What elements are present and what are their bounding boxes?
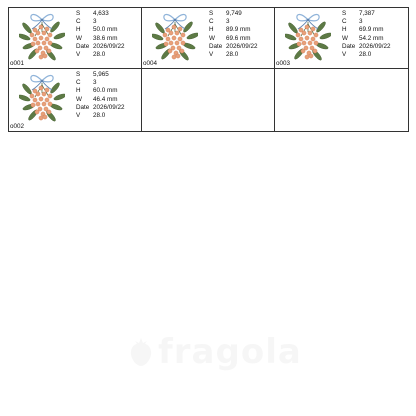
- flower-bloom: [305, 25, 309, 29]
- flower-bloom: [48, 102, 52, 106]
- flower-bloom: [172, 55, 176, 59]
- flower-bloom: [163, 33, 167, 37]
- watermark-text: fragola: [158, 332, 302, 372]
- flower-bloom: [39, 55, 43, 59]
- ribbon-knot: [41, 80, 44, 83]
- spec-value: 38.6 mm: [93, 34, 118, 42]
- design-specs: [342, 10, 391, 59]
- ribbon-knot: [307, 19, 310, 22]
- spec-value: 7,387: [359, 10, 375, 17]
- spec-label: Date: [76, 42, 90, 50]
- spec-label: S: [209, 10, 214, 17]
- flower-bloom: [42, 31, 46, 35]
- flower-bloom: [35, 110, 39, 114]
- design-id: o001: [10, 60, 25, 67]
- spec-value: 2026/09/22: [93, 103, 125, 111]
- spec-value: 54.2 mm: [359, 34, 384, 42]
- design-specs: [76, 71, 125, 120]
- flower-bloom: [31, 42, 35, 46]
- flower-bloom: [172, 25, 176, 29]
- flower-bloom: [305, 36, 309, 40]
- spec-value: 60.0 mm: [93, 87, 118, 95]
- flower-bloom: [308, 41, 312, 45]
- empty-design-slot: [142, 69, 275, 131]
- design-id: o002: [10, 123, 25, 130]
- ribbon-loop-right: [42, 75, 53, 81]
- spec-value: 2026/09/22: [359, 42, 391, 50]
- mimosa-bouquet-thumbnail: [285, 10, 331, 62]
- flower-bloom: [305, 55, 309, 59]
- flower-bloom: [314, 33, 318, 37]
- flower-bloom: [48, 33, 52, 37]
- flower-bloom: [43, 115, 47, 119]
- ribbon-loop-right: [175, 14, 186, 20]
- leaf-shape: [287, 22, 299, 35]
- leaf-shape: [319, 32, 331, 41]
- ribbon-loop-left: [297, 14, 308, 20]
- leaf-shape: [21, 22, 33, 35]
- flower-bloom: [296, 33, 300, 37]
- spec-label: W: [76, 34, 82, 42]
- flower-bloom: [172, 36, 176, 40]
- spec-label: V: [209, 51, 214, 59]
- spec-value: 3: [93, 79, 97, 87]
- flower-bloom: [181, 41, 185, 45]
- spec-value: 50.0 mm: [93, 26, 118, 34]
- flower-bloom: [45, 98, 49, 102]
- mimosa-bouquet-thumbnail: [19, 10, 65, 62]
- spec-label: Date: [342, 42, 356, 50]
- leaf-shape: [19, 33, 31, 42]
- ribbon-loop-left: [164, 14, 175, 20]
- spec-label: W: [342, 34, 348, 42]
- design-card[interactable]: [275, 8, 408, 69]
- spec-value: 28.0: [226, 51, 239, 59]
- spec-value: 3: [226, 18, 230, 26]
- flower-bloom: [36, 102, 40, 106]
- flower-bloom: [169, 41, 173, 45]
- leaf-shape: [152, 33, 164, 42]
- spec-label: C: [342, 18, 347, 26]
- leaf-shape: [182, 21, 194, 34]
- flower-bloom: [45, 27, 49, 31]
- flower-bloom: [45, 37, 49, 41]
- flower-bloom: [39, 97, 43, 101]
- design-grid: [9, 8, 408, 131]
- flower-bloom: [175, 41, 179, 45]
- ribbon-loop-left: [31, 14, 42, 20]
- flower-bloom: [39, 86, 43, 90]
- flower-bloom: [39, 25, 43, 29]
- spec-label: H: [342, 26, 347, 34]
- leaf-shape: [53, 32, 65, 41]
- flower-bloom: [36, 92, 40, 96]
- leaf-shape: [154, 22, 166, 35]
- flower-bloom: [47, 49, 51, 53]
- flower-bloom: [39, 36, 43, 40]
- flower-bloom: [308, 31, 312, 35]
- spec-value: 9,749: [226, 10, 242, 17]
- spec-value: 3: [93, 18, 97, 26]
- spec-label: C: [76, 18, 81, 26]
- spec-label: H: [76, 26, 81, 34]
- flower-bloom: [48, 94, 52, 98]
- flower-bloom: [178, 27, 182, 31]
- spec-value: 89.9 mm: [226, 26, 251, 34]
- flower-bloom: [302, 31, 306, 35]
- flower-bloom: [313, 49, 317, 53]
- spec-value: 69.6 mm: [226, 34, 251, 42]
- spec-label: C: [76, 79, 81, 87]
- spec-label: V: [76, 112, 81, 120]
- flower-bloom: [181, 33, 185, 37]
- ribbon-knot: [174, 19, 177, 22]
- flower-bloom: [166, 37, 170, 41]
- flower-bloom: [302, 41, 306, 45]
- brand-watermark: [128, 332, 302, 372]
- design-card[interactable]: [9, 69, 142, 131]
- flower-bloom: [42, 41, 46, 45]
- flower-bloom: [169, 31, 173, 35]
- flower-bloom: [36, 41, 40, 45]
- spec-value: 28.0: [93, 51, 106, 59]
- leaf-shape: [315, 21, 327, 34]
- spec-label: W: [76, 95, 82, 103]
- leaf-shape: [49, 82, 61, 95]
- flower-bloom: [180, 49, 184, 53]
- leaf-shape: [53, 93, 65, 102]
- spec-label: H: [209, 26, 214, 34]
- spec-label: S: [342, 10, 347, 17]
- spec-value: 4,633: [93, 10, 109, 17]
- spec-label: C: [209, 18, 214, 26]
- spec-value: 46.4 mm: [93, 95, 118, 103]
- spec-label: H: [76, 87, 81, 95]
- design-sheet: [8, 7, 409, 132]
- flower-bloom: [33, 98, 37, 102]
- flower-bloom: [42, 102, 46, 106]
- flower-bloom: [176, 54, 180, 58]
- flower-bloom: [311, 37, 315, 41]
- spec-label: V: [342, 51, 347, 59]
- strawberry-logo-icon: [128, 337, 154, 367]
- flower-bloom: [48, 41, 52, 45]
- leaf-shape: [19, 94, 31, 103]
- flower-bloom: [39, 116, 43, 120]
- flower-bloom: [30, 33, 34, 37]
- flower-bloom: [36, 31, 40, 35]
- flower-bloom: [43, 54, 47, 58]
- spec-value: 28.0: [93, 112, 106, 120]
- flower-bloom: [47, 110, 51, 114]
- flower-bloom: [299, 37, 303, 41]
- design-card[interactable]: [9, 8, 142, 69]
- leaf-shape: [186, 32, 198, 41]
- flower-bloom: [309, 54, 313, 58]
- flower-bloom: [314, 41, 318, 45]
- spec-value: 2026/09/22: [93, 42, 125, 50]
- spec-label: Date: [209, 42, 223, 50]
- flower-bloom: [168, 49, 172, 53]
- design-specs: [76, 10, 125, 59]
- spec-value: 2026/09/22: [226, 42, 258, 50]
- flower-bloom: [45, 88, 49, 92]
- flower-bloom: [301, 49, 305, 53]
- flower-bloom: [164, 42, 168, 46]
- flower-bloom: [175, 31, 179, 35]
- flower-bloom: [31, 103, 35, 107]
- spec-label: V: [76, 51, 81, 59]
- ribbon-knot: [41, 19, 44, 22]
- spec-value: 3: [359, 18, 363, 26]
- flower-bloom: [311, 27, 315, 31]
- leaf-shape: [285, 33, 297, 42]
- spec-value: 5,965: [93, 71, 109, 78]
- design-card[interactable]: [142, 8, 275, 69]
- flower-bloom: [35, 49, 39, 53]
- empty-design-slot: [275, 69, 408, 131]
- design-specs: [209, 10, 258, 59]
- flower-bloom: [178, 37, 182, 41]
- mimosa-bouquet-thumbnail: [152, 10, 198, 62]
- flower-bloom: [30, 94, 34, 98]
- ribbon-loop-right: [42, 14, 53, 20]
- spec-label: W: [209, 34, 215, 42]
- leaf-shape: [49, 21, 61, 34]
- spec-label: Date: [76, 103, 90, 111]
- mimosa-bouquet-thumbnail: [19, 71, 65, 123]
- flower-bloom: [33, 37, 37, 41]
- flower-bloom: [42, 92, 46, 96]
- design-id: o004: [143, 60, 158, 67]
- spec-label: S: [76, 10, 81, 17]
- flower-bloom: [297, 42, 301, 46]
- design-id: o003: [276, 60, 291, 67]
- spec-label: S: [76, 71, 81, 78]
- ribbon-loop-left: [31, 75, 42, 81]
- ribbon-loop-right: [308, 14, 319, 20]
- spec-value: 69.9 mm: [359, 26, 384, 34]
- leaf-shape: [21, 83, 33, 96]
- spec-value: 28.0: [359, 51, 372, 59]
